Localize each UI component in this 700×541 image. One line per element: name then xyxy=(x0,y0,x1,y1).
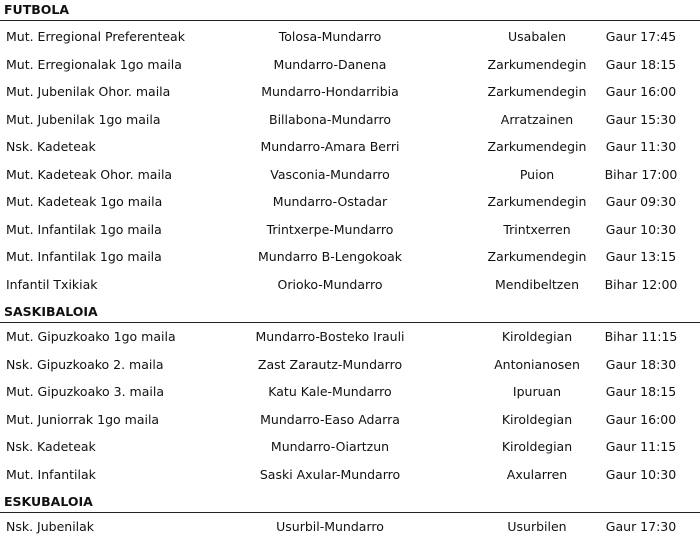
table-row xyxy=(0,433,700,461)
match-cell: Trintxerpe-Mundarro xyxy=(266,221,394,237)
match-cell: Zast Zarautz-Mundarro xyxy=(257,356,403,372)
venue-cell: Kiroldegian xyxy=(501,411,573,427)
time-cell: Gaur 16:00 xyxy=(605,84,677,99)
match-cell: Tolosa-Mundarro xyxy=(278,29,382,44)
table-row xyxy=(0,23,700,51)
match-cell: Mundarro-Bosteko Irauli xyxy=(255,329,405,344)
time-cell: Gaur 11:30 xyxy=(605,139,677,154)
section-rows xyxy=(0,21,700,298)
table-row xyxy=(0,133,700,161)
table-row xyxy=(0,513,700,541)
venue-cell: Zarkumendegin xyxy=(487,84,587,99)
section-rows xyxy=(0,323,700,488)
venue-cell: Zarkumendegin xyxy=(487,249,587,264)
match-cell: Orioko-Mundarro xyxy=(277,276,383,292)
category-cell: Mut. Kadeteak Ohor. maila xyxy=(6,166,173,182)
venue-cell: Zarkumendegin xyxy=(487,139,587,154)
match-cell: Usurbil-Mundarro xyxy=(276,519,384,534)
venue-cell: Arratzainen xyxy=(500,111,574,127)
section-rows xyxy=(0,513,700,541)
category-cell: Mut. Infantilak 1go maila xyxy=(6,221,162,237)
match-cell: Mundarro-Easo Adarra xyxy=(260,411,400,427)
venue-cell: Usurbilen xyxy=(507,519,567,534)
table-row xyxy=(0,378,700,406)
time-cell: Gaur 10:30 xyxy=(605,466,677,482)
venue-cell: Mendibeltzen xyxy=(495,276,579,292)
section-eskubaloia xyxy=(0,492,700,541)
table-row xyxy=(0,406,700,434)
time-cell: Bihar 11:15 xyxy=(604,329,678,344)
match-cell: Mundarro-Ostadar xyxy=(272,194,388,209)
table-row xyxy=(0,243,700,271)
time-cell: Gaur 18:15 xyxy=(605,56,677,72)
venue-cell: Kiroldegian xyxy=(501,329,573,344)
venue-cell: Ipuruan xyxy=(512,384,562,399)
table-row xyxy=(0,188,700,216)
table-row xyxy=(0,216,700,244)
time-cell: Gaur 10:30 xyxy=(605,221,677,237)
table-row xyxy=(0,161,700,189)
category-cell: Mut. Infantilak 1go maila xyxy=(6,249,162,264)
table-row xyxy=(0,271,700,299)
section-title: ESKUBALOIA xyxy=(0,492,700,513)
venue-cell: Kiroldegian xyxy=(501,439,573,454)
category-cell: Mut. Erregionalak 1go maila xyxy=(6,56,182,72)
match-cell: Katu Kale-Mundarro xyxy=(268,384,392,399)
category-cell: Mut. Juniorrak 1go maila xyxy=(6,411,160,427)
time-cell: Bihar 17:00 xyxy=(604,166,678,182)
match-cell: Mundarro B-Lengokoak xyxy=(258,249,402,264)
category-cell: Mut. Kadeteak 1go maila xyxy=(6,194,163,209)
time-cell: Gaur 18:15 xyxy=(605,384,677,399)
venue-cell: Puion xyxy=(519,166,555,182)
time-cell: Bihar 12:00 xyxy=(604,276,678,292)
category-cell: Mut. Jubenilak 1go maila xyxy=(6,111,161,127)
section-title: SASKIBALOIA xyxy=(0,302,700,323)
section-saskibaloia xyxy=(0,302,700,488)
venue-cell: Zarkumendegin xyxy=(487,56,587,72)
category-cell: Mut. Jubenilak Ohor. maila xyxy=(6,84,171,99)
venue-cell: Antonianosen xyxy=(494,356,580,372)
table-row xyxy=(0,351,700,379)
venue-cell: Zarkumendegin xyxy=(487,194,587,209)
match-cell: Mundarro-Oiartzun xyxy=(270,439,390,454)
category-cell: Nsk. Gipuzkoako 2. maila xyxy=(6,356,164,372)
time-cell: Gaur 18:30 xyxy=(605,356,677,372)
table-row xyxy=(0,461,700,489)
time-cell: Gaur 11:15 xyxy=(605,439,677,454)
match-cell: Mundarro-Danena xyxy=(273,56,387,72)
venue-cell: Trintxerren xyxy=(503,221,571,237)
match-cell: Billabona-Mundarro xyxy=(269,111,391,127)
match-cell: Saski Axular-Mundarro xyxy=(259,466,401,482)
table-row xyxy=(0,51,700,79)
category-cell: Mut. Erregional Preferenteak xyxy=(6,29,185,44)
category-cell: Mut. Infantilak xyxy=(6,466,96,482)
match-cell: Mundarro-Amara Berri xyxy=(260,139,400,154)
table-row xyxy=(0,78,700,106)
category-cell: Nsk. Kadeteak xyxy=(6,439,96,454)
category-cell: Infantil Txikiak xyxy=(6,276,98,292)
match-cell: Mundarro-Hondarribia xyxy=(261,84,399,99)
time-cell: Gaur 16:00 xyxy=(605,411,677,427)
table-row xyxy=(0,106,700,134)
category-cell: Mut. Gipuzkoako 3. maila xyxy=(6,384,164,399)
time-cell: Gaur 17:45 xyxy=(605,29,677,44)
section-title: FUTBOLA xyxy=(0,0,700,21)
time-cell: Gaur 15:30 xyxy=(605,111,677,127)
category-cell: Nsk. Jubenilak xyxy=(6,519,95,534)
match-cell: Vasconia-Mundarro xyxy=(270,166,390,182)
time-cell: Gaur 13:15 xyxy=(605,249,677,264)
category-cell: Nsk. Kadeteak xyxy=(6,139,96,154)
table-row xyxy=(0,323,700,351)
venue-cell: Usabalen xyxy=(507,29,567,44)
time-cell: Gaur 17:30 xyxy=(605,519,677,534)
venue-cell: Axularren xyxy=(506,466,568,482)
time-cell: Gaur 09:30 xyxy=(605,194,677,209)
category-cell: Mut. Gipuzkoako 1go maila xyxy=(6,329,176,344)
